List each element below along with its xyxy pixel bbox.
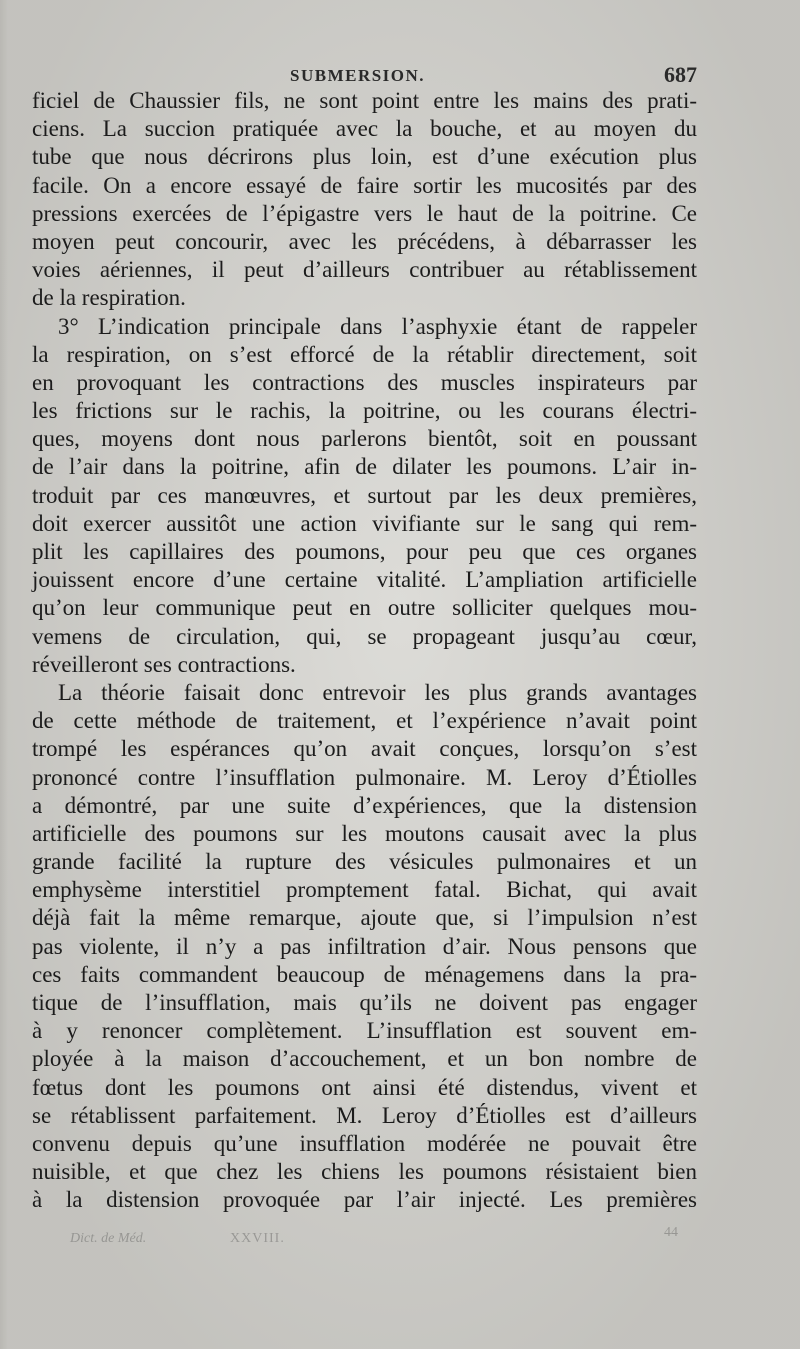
text-line: trompé les espérances qu’on avait conçues, lorsqu’on s’est	[32, 736, 697, 762]
text-line: emphysème interstitiel promptement fatal. Bichat, qui avait	[32, 877, 697, 903]
text-line: ficiel de Chaussier fils, ne sont point entre les mains des prati-	[32, 88, 697, 113]
text-line: 3° L’indication principale dans l’asphyxie étant de rappeler	[58, 313, 697, 339]
text-line: moyen peut concourir, avec les précédens, à débarrasser les	[32, 228, 697, 254]
text-line: déjà fait la même remarque, ajoute que, si l’impulsion n’est	[32, 905, 697, 931]
text-line: doit exercer aussitôt une action vivifiante sur le sang qui rem-	[32, 510, 697, 536]
text-line: se rétablissent parfaitement. M. Leroy d’Étiolles est d’ailleurs	[32, 1102, 697, 1128]
signature-source: Dict. de Méd.	[70, 1231, 147, 1246]
text-line: pas violente, il n’y a pas infiltration d’air. Nous pensons que	[32, 933, 697, 959]
text-line: La théorie faisait donc entrevoir les plus grands avantages	[58, 679, 697, 705]
paragraph	[32, 313, 697, 679]
text-line: plit les capillaires des poumons, pour peu que ces organes	[32, 539, 697, 564]
text-line: convenu depuis qu’une insufflation modérée ne pouvait être	[32, 1130, 697, 1156]
signature-line	[70, 1225, 690, 1255]
text-line: facile. On a encore essayé de faire sortir les mucosités par des	[32, 172, 697, 198]
text-line: réveilleront ses contractions.	[32, 651, 296, 677]
text-line: ques, moyens dont nous parlerons bientôt, soit en poussant	[32, 426, 697, 452]
text-line: artificielle des poumons sur les moutons causait avec la plus	[32, 820, 697, 846]
text-line: grande facilité la rupture des vésicules pulmonaires et un	[32, 849, 697, 875]
text-line: prononcé contre l’insufflation pulmonaire. M. Leroy d’Étiolles	[32, 764, 697, 790]
text-line: tique de l’insufflation, mais qu’ils ne doivent pas engager	[32, 990, 697, 1015]
running-title: SUBMERSION.	[290, 66, 426, 85]
text-line: en provoquant les contractions des muscles inspirateurs par	[32, 369, 697, 395]
text-line: tube que nous décrirons plus loin, est d’une exécution plus	[32, 144, 697, 170]
signature-volume: XXVIII.	[230, 1231, 285, 1246]
text-line: a démontré, par une suite d’expériences, que la distension	[32, 792, 697, 818]
text-line: qu’on leur communique peut en outre solliciter quelques mou-	[32, 595, 697, 621]
page-number: 687	[664, 62, 697, 87]
text-line: ployée à la maison d’accouchement, et un bon nombre de	[32, 1046, 697, 1072]
signature-sheet-number: 44	[664, 1225, 678, 1240]
text-line: de l’air dans la poitrine, afin de dilater les poumons. L’air in-	[32, 454, 697, 480]
page-binding-shadow	[0, 0, 8, 1349]
paragraph	[32, 87, 697, 313]
text-line: pressions exercées de l’épigastre vers le haut de la poitrine. Ce	[32, 200, 697, 226]
text-line: voies aériennes, il peut d’ailleurs contribuer au rétablissement	[32, 257, 697, 283]
text-line: fœtus dont les poumons ont ainsi été distendus, vivent et	[32, 1074, 697, 1100]
text-line: vemens de circulation, qui, se propageant jusqu’au cœur,	[32, 623, 697, 649]
text-line: jouissent encore d’une certaine vitalité. L’ampliation artificielle	[32, 567, 697, 593]
body-text	[32, 87, 697, 1215]
text-line: de la respiration.	[32, 285, 186, 311]
text-line: ces faits commandent beaucoup de ménagemens dans la pra-	[32, 961, 697, 987]
paragraph	[32, 679, 697, 1215]
text-line: troduit par ces manœuvres, et surtout par les deux premières,	[32, 482, 697, 508]
text-line: nuisible, et que chez les chiens les poumons résistaient bien	[32, 1159, 697, 1185]
text-line: ciens. La succion pratiquée avec la bouche, et au moyen du	[32, 116, 697, 142]
text-line: de cette méthode de traitement, et l’expérience n’avait point	[32, 708, 697, 734]
text-line: à la distension provoquée par l’air injecté. Les premières	[32, 1187, 697, 1213]
text-line: à y renoncer complètement. L’insufflation est souvent em-	[32, 1018, 697, 1044]
text-line: la respiration, on s’est efforcé de la rétablir directement, soit	[32, 341, 697, 367]
text-line: les frictions sur le rachis, la poitrine, ou les courans électri-	[32, 398, 697, 424]
